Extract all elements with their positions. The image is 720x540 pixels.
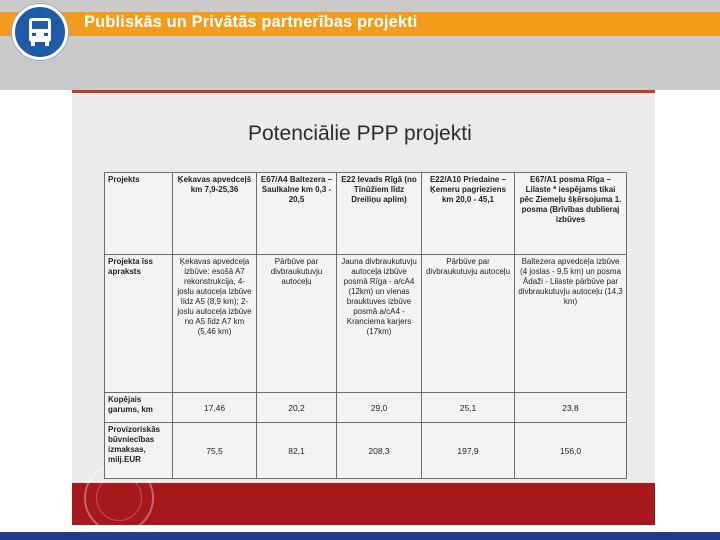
table-cell: 197,9 <box>422 423 515 479</box>
table-cell: 82,1 <box>257 423 337 479</box>
logo <box>12 4 68 60</box>
slide-top-rule <box>72 90 655 93</box>
table-cell: 23,8 <box>515 393 627 423</box>
table-cell: Jauna divbraukutuvju autoceļa izbūve posmā Rīga - a/cA4 (12km) un vienas brauktuves izbūve posmā a/cA4 - Kranciema karjers (17km) <box>337 255 422 393</box>
table-header-cell: E22 Ievads Rīgā (no Tīnūžiem līdz Dreiliņu aplim) <box>337 173 422 255</box>
slide-heading: Potenciālie PPP projekti <box>248 122 472 145</box>
table-cell: 156,0 <box>515 423 627 479</box>
table-row <box>105 255 627 393</box>
table-row <box>105 393 627 423</box>
row-label: Projekta īss apraksts <box>105 255 173 393</box>
table-cell: 75,5 <box>173 423 257 479</box>
table-cell: Ķekavas apvedceļa izbūve: esošā A7 rekonstrukcija, 4-joslu autoceļa izbūve līdz A5 (8,9 km); 2-joslu autoceļa izbūve no A5 līdz A7 km (5,46 km) <box>173 255 257 393</box>
table-cell: 25,1 <box>422 393 515 423</box>
table-header-row <box>105 173 627 255</box>
table-cell: 208,3 <box>337 423 422 479</box>
ppp-projects-table <box>104 172 627 479</box>
table-row <box>105 423 627 479</box>
table-header-cell: E22/A10 Priedaine – Ķemeru pagrieziens km 20,0 - 45,1 <box>422 173 515 255</box>
table-cell: Pārbūve par divbraukutuvju autoceļu <box>422 255 515 393</box>
table-cell: Pārbūve par divbraukutuvju autoceļu <box>257 255 337 393</box>
table-header-cell: Ķekavas apvedceļš km 7,9-25,36 <box>173 173 257 255</box>
table-header-cell: E67/A4 Baltezera – Saulkalne km 0,3 - 20,5 <box>257 173 337 255</box>
bus-icon <box>15 7 65 57</box>
table-cell: Baltezera apvedceļa izbūve (4 joslas - 9,5 km) un posma Ādaži - Lilaste pārbūve par divbraukutuvju autoceļu (14,3 km) <box>515 255 627 393</box>
row-label: Kopējais garums, km <box>105 393 173 423</box>
table-cell: 20,2 <box>257 393 337 423</box>
seal-watermark-inner <box>96 475 142 521</box>
table-header-cell: E67/A1 posma Rīga – Lilaste * iespējams tikai pēc Ziemeļu šķērsojuma 1. posma (Brīvības dublieraj izbūves <box>515 173 627 255</box>
table-cell: 17,46 <box>173 393 257 423</box>
slide-footer-band <box>72 483 655 525</box>
row-label: Provizoriskās būvniecības izmaksas, milj.EUR <box>105 423 173 479</box>
footer-bar <box>0 532 720 540</box>
table-cell: 29,0 <box>337 393 422 423</box>
table-header-cell: Projekts <box>105 173 173 255</box>
page-title: Publiskās un Privātās partnerības projekti <box>84 13 418 31</box>
